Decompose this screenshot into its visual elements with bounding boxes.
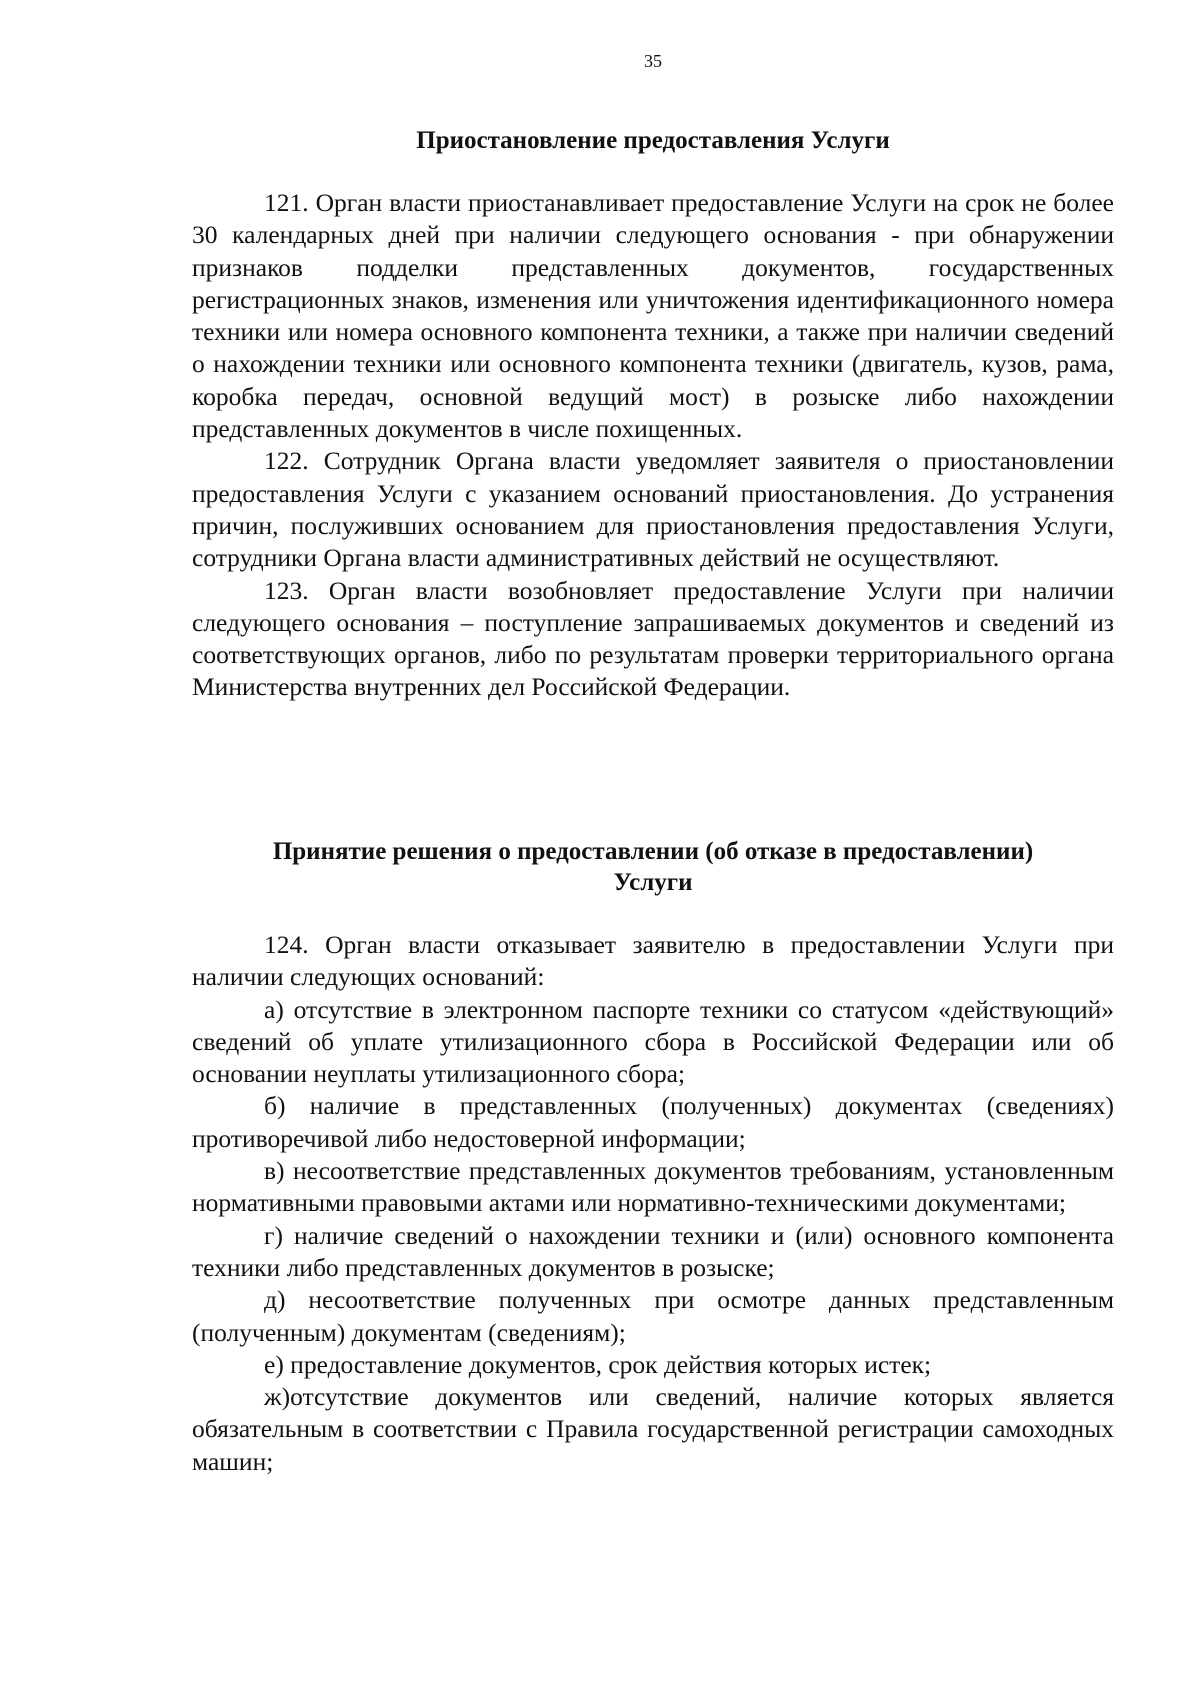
section-decision-body [192, 929, 1114, 1478]
section-heading-suspension: Приостановление предоставления Услуги [416, 127, 890, 154]
list-item-b: б) наличие в представленных (полученных) документах (сведениях) противоречивой либо недостоверной информации; [192, 1091, 1114, 1153]
list-item-g: г) наличие сведений о нахождении техники и (или) основного компонента техники либо представленных документов в розыске; [192, 1220, 1114, 1282]
page-number: 35 [644, 51, 662, 71]
section-heading-decision-line1: Принятие решения о предоставлении (об отказе в предоставлении) [272, 838, 1034, 865]
list-item-v: в) несоответствие представленных документов требованиям, установленным нормативными правовыми актами или нормативно-техническими документами; [192, 1156, 1114, 1218]
paragraph-121: 121. Орган власти приостанавливает предоставление Услуги на срок не более 30 календарных дней при наличии следующего основания - при обнаружении признаков подделки представленных документов, государственных регистрационных знаков, изменения или уничтожения идентификационного номера техники или номера основного компонента техники, а также при наличии сведений о нахождении техники или основного компонента техники (двигатель, кузов, рама, коробка передач, основной ведущий мост) в розыске либо нахождении представленных документов в числе похищенных. [192, 188, 1114, 444]
section-heading-decision [192, 836, 1114, 898]
list-item-a: а) отсутствие в электронном паспорте техники со статусом «действующий» сведений об уплате утилизационного сбора в Российской Федерации или об основании неуплаты утилизационного сбора; [192, 994, 1114, 1089]
section-heading-decision-line2: Услуги [613, 869, 693, 896]
list-item-zh: ж)отсутствие документов или сведений, наличие которых является обязательным в соответствии с Правила государственной регистрации самоходных машин; [192, 1382, 1114, 1476]
paragraph-124: 124. Орган власти отказывает заявителю в предоставлении Услуги при наличии следующих оснований: [192, 930, 1114, 992]
list-item-e: е) предоставление документов, срок действия которых истек; [264, 1349, 932, 1379]
section-suspension-body [192, 187, 1114, 704]
list-item-d: д) несоответствие полученных при осмотре данных представленным (полученным) документам (сведениям); [192, 1285, 1114, 1347]
paragraph-123: 123. Орган власти возобновляет предоставление Услуги при наличии следующего основания – поступление запрашиваемых документов и сведений из соответствующих органов, либо по результатам проверки территориального органа Министерства внутренних дел Российской Федерации. [192, 575, 1114, 702]
paragraph-122: 122. Сотрудник Органа власти уведомляет заявителя о приостановлении предоставления Услуги с указанием оснований приостановления. До устранения причин, послуживших основанием для приостановления предоставления Услуги, сотрудники Органа власти административных действий не осуществляют. [192, 446, 1114, 573]
